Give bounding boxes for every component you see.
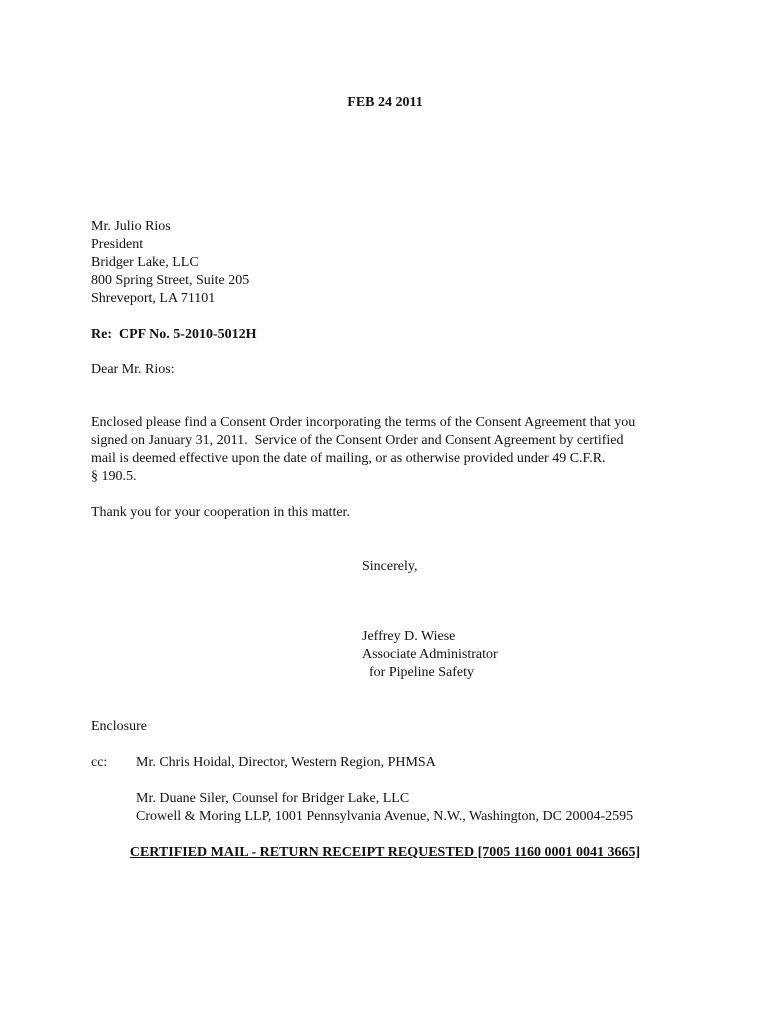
cc-recipient-2-address: Crowell & Moring LLP, 1001 Pennsylvania Avenue, N.W., Washington, DC 20004-2595 — [136, 809, 634, 824]
reference-line: Re: CPF No. 5-2010-5012H — [91, 327, 257, 342]
salutation: Dear Mr. Rios: — [91, 362, 175, 377]
body-line: § 190.5. — [91, 469, 137, 484]
recipient-address — [91, 218, 249, 308]
signer-title: Associate Administrator — [362, 647, 498, 662]
cc-recipient-2-name: Mr. Duane Siler, Counsel for Bridger Lake, LLC — [136, 791, 410, 806]
certified-mail-text: CERTIFIED MAIL - RETURN RECEIPT REQUESTED [7005 1160 0001 0041 3665] — [129, 845, 641, 860]
recipient-company: Bridger Lake, LLC — [91, 255, 199, 270]
signer-office: for Pipeline Safety — [362, 665, 474, 680]
recipient-city: Shreveport, LA 71101 — [91, 291, 216, 306]
recipient-title: President — [91, 237, 144, 252]
enclosure-label: Enclosure — [91, 719, 147, 734]
body-line: signed on January 31, 2011. Service of the Consent Order and Consent Agreement by certified — [91, 433, 624, 448]
cc-recipient-1: Mr. Chris Hoidal, Director, Western Region, PHMSA — [136, 755, 436, 770]
body-line: Enclosed please find a Consent Order incorporating the terms of the Consent Agreement that you — [91, 415, 636, 430]
body-line: mail is deemed effective upon the date of mailing, or as otherwise provided under 49 C.F.R. — [91, 451, 606, 466]
signer-name: Jeffrey D. Wiese — [362, 629, 456, 644]
signature-block — [362, 628, 498, 682]
recipient-name: Mr. Julio Rios — [91, 219, 171, 234]
closing: Sincerely, — [362, 559, 418, 574]
letter-date: FEB 24 2011 — [347, 95, 423, 110]
recipient-street: 800 Spring Street, Suite 205 — [91, 273, 250, 288]
cc-label: cc: — [91, 755, 108, 770]
cc-recipient-2 — [136, 790, 633, 826]
certified-mail-notice — [0, 844, 770, 862]
thanks-line: Thank you for your cooperation in this matter. — [91, 505, 350, 520]
body-paragraph — [91, 414, 635, 486]
